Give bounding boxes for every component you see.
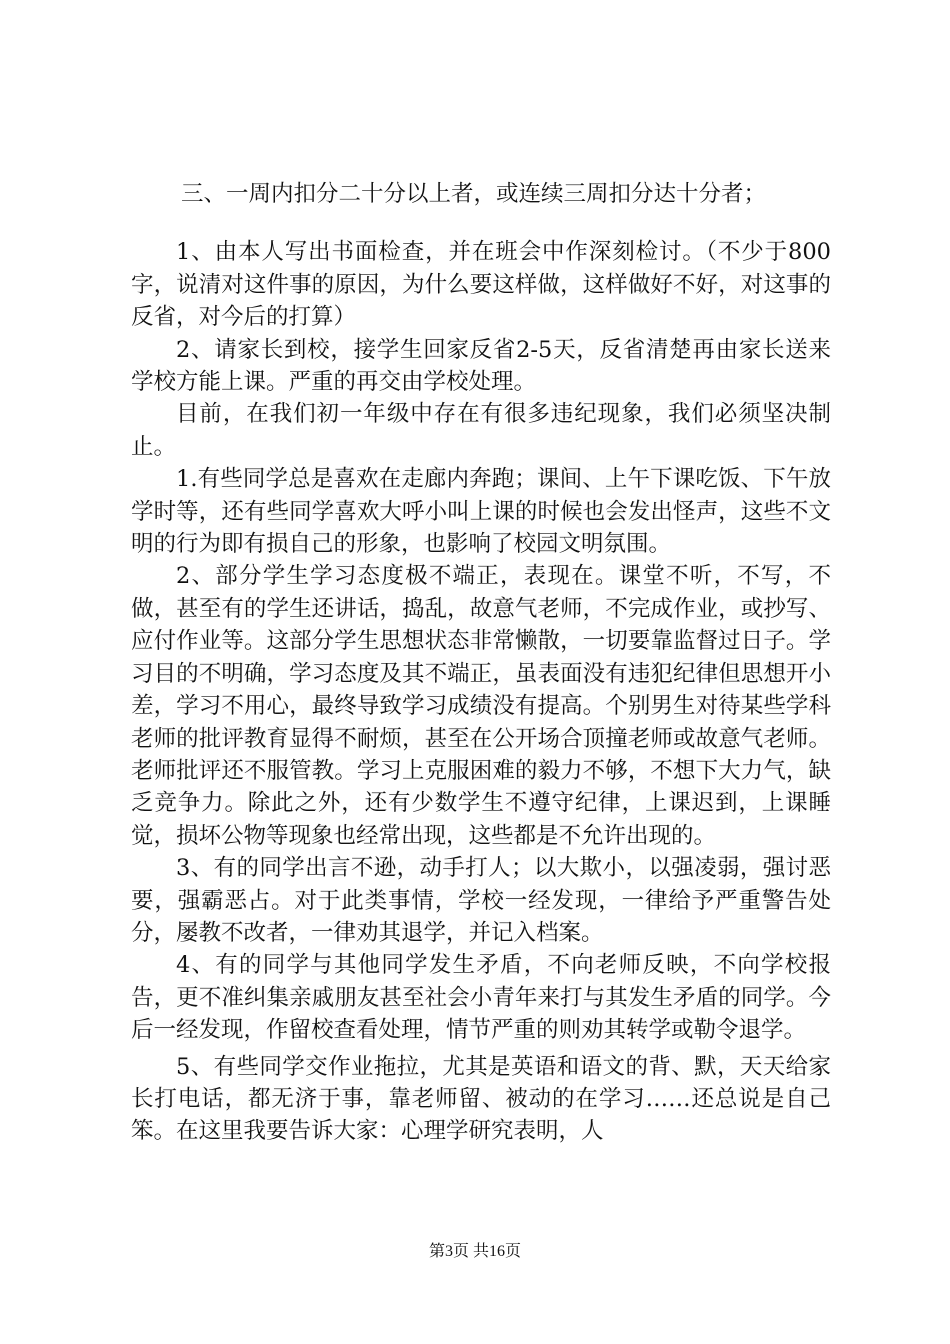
document-body	[131, 178, 831, 1148]
paragraph-written-review: 1、由本人写出书面检查，并在班会中作深刻检讨。（不少于800字，说清对这件事的原因，为什么要这样做，这样做好不好，对这事的反省，对今后的打算）	[131, 239, 831, 331]
paragraph-item-bullying: 3、有的同学出言不逊，动手打人；以大欺小，以强凌弱，强讨恶要，强霸恶占。对于此类事情，学校一经发现，一律给予严重警告处分，屡教不改者，一律劝其退学，并记入档案。	[131, 855, 831, 946]
paragraph-item-conflict: 4、有的同学与其他同学发生矛盾，不向老师反映，不向学校报告，更不准纠集亲戚朋友甚至社会小青年来打与其发生矛盾的同学。今后一经发现，作留校查看处理，情节严重的则劝其转学或勒令退学。	[131, 952, 831, 1044]
paragraph-item-running: 1.有些同学总是喜欢在走廊内奔跑；课间、上午下课吃饭、下午放学时等，还有些同学喜欢大呼小叫上课的时候也会发出怪声，这些不文明的行为即有损自己的形象，也影响了校园文明氛围。	[131, 466, 831, 558]
paragraph-parent-visit: 2、请家长到校，接学生回家反省2-5天，反省清楚再由家长送来学校方能上课。严重的再交由学校处理。	[131, 336, 831, 396]
page-number-footer: 第3页 共16页	[428, 1243, 521, 1260]
paragraph-item-attitude: 2、部分学生学习态度极不端正，表现在。课堂不听，不写，不做，甚至有的学生还讲话，捣乱，故意气老师，不完成作业，或抄写、应付作业等。这部分学生思想状态非常懒散，一切要靠监督过日子。学习目的不明确，学习态度及其不端正，虽表面没有违犯纪律但思想开小差，学习不用心，最终导致学习成绩没有提高。个别男生对待某些学科老师的批评教育显得不耐烦，甚至在公开场合顶撞老师或故意气老师。老师批评还不服管教。学习上克服困难的毅力不够，不想下大力气，缺乏竞争力。除此之外，还有少数学生不遵守纪律，上课迟到，上课睡觉，损坏公物等现象也经常出现，这些都是不允许出现的。	[131, 563, 831, 849]
paragraph-intro-discipline: 目前，在我们初一年级中存在有很多违纪现象，我们必须坚决制止。	[131, 401, 831, 460]
paragraph-item-homework: 5、有些同学交作业拖拉，尤其是英语和语文的背、默，天天给家长打电话，都无济于事，靠老师留、被动的在学习……还总说是自己笨。在这里我要告诉大家：心理学研究表明，人	[131, 1053, 831, 1145]
section-heading: 三、一周内扣分二十分以上者，或连续三周扣分达十分者；	[181, 181, 767, 207]
